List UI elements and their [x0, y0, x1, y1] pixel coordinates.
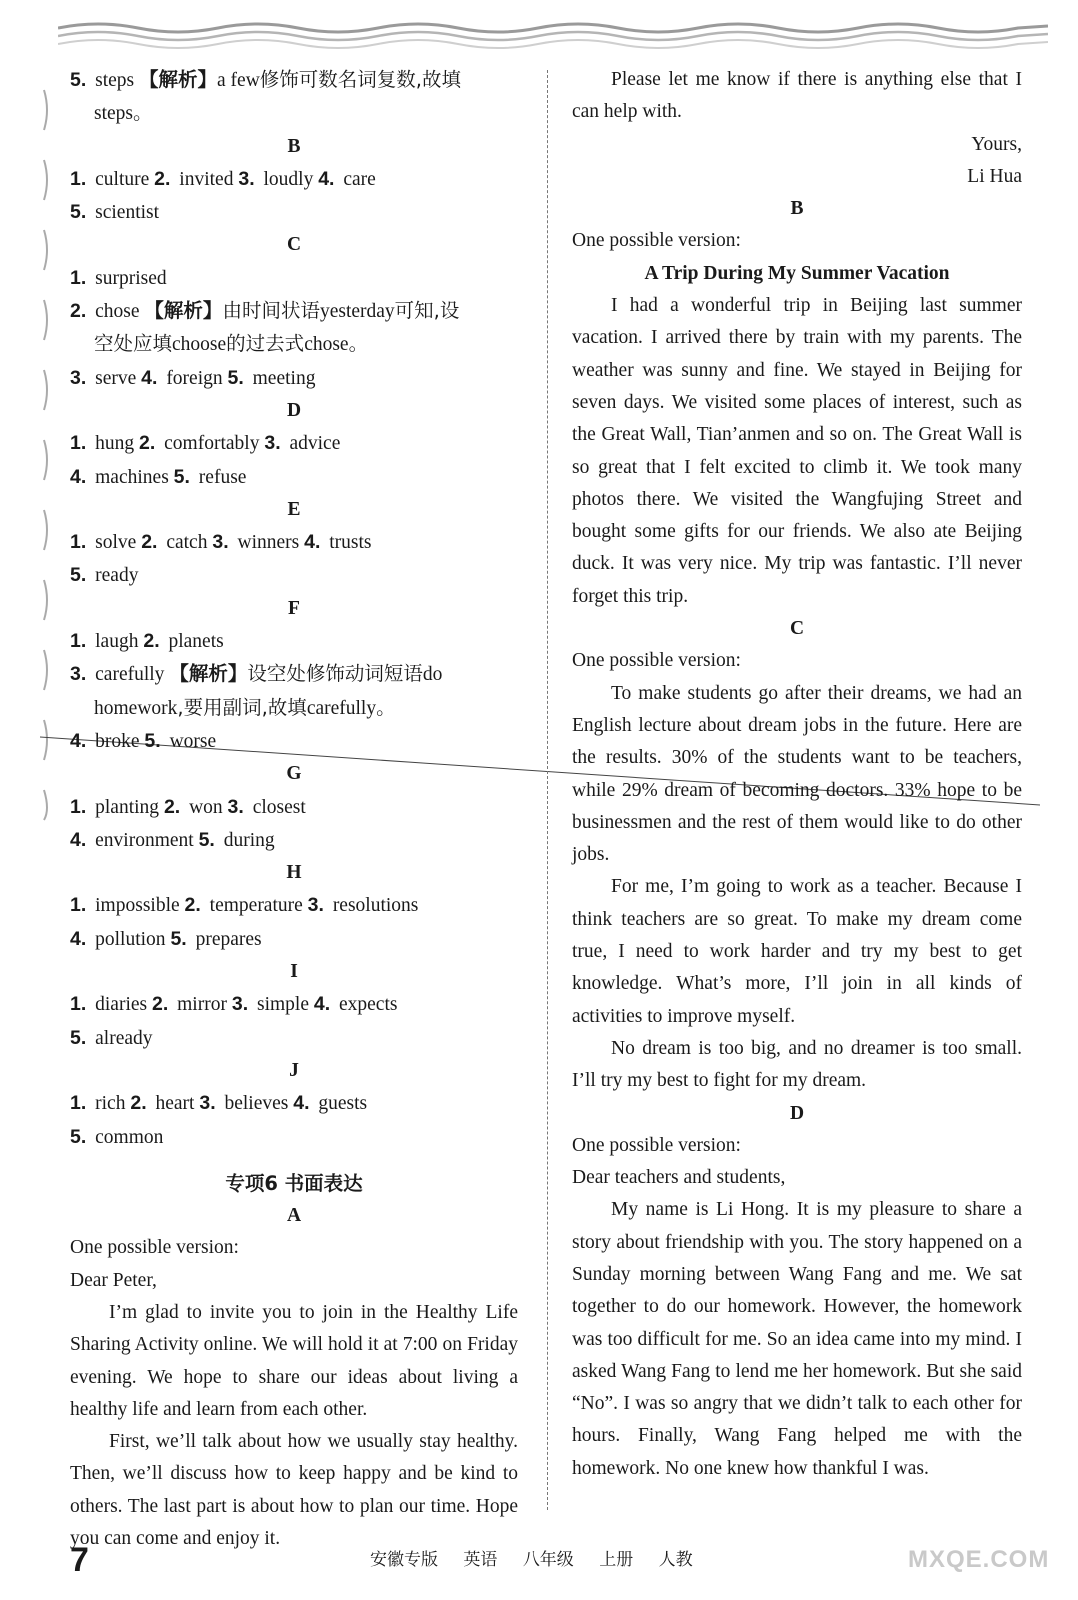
item-number: 5. [198, 828, 215, 851]
answer-text: prepares [190, 928, 262, 950]
item-number: 3. [212, 531, 229, 554]
item-number: 4. [70, 927, 87, 950]
item-number: 3. [70, 366, 87, 389]
answer-line [70, 526, 518, 559]
item-number: 5. [144, 729, 161, 752]
explanation-text: 由时间状语 [222, 299, 320, 323]
answer-line [70, 362, 518, 395]
item-number: 2. [130, 1092, 147, 1115]
answer-text: planets [163, 631, 224, 653]
analysis-tag: 【解析】 [139, 68, 218, 91]
analysis-tag: 【解析】 [169, 662, 248, 686]
item-number: 3. [238, 167, 255, 190]
essay-paragraph: Yours, [971, 133, 1022, 155]
footer-subject: 英语 [463, 1550, 498, 1570]
item-number: 4. [293, 1092, 310, 1115]
item-number: 1. [70, 993, 87, 1016]
answer-text: guests [313, 1093, 368, 1115]
answer-text: won [184, 796, 228, 818]
item-number: 4. [70, 729, 87, 752]
answer-text: trusts [324, 532, 372, 554]
answer-line [70, 328, 518, 361]
explanation-text: 的过去式 [226, 332, 305, 356]
decorative-header-band [58, 18, 1048, 52]
answer-line [70, 625, 518, 658]
watermark: MXQE.COM [908, 1546, 1050, 1573]
essay-paragraph: No dream is too big, and no dreamer is too small. I’ll try my best to fight for my dream. [572, 1037, 1022, 1092]
analysis-tag: 【解析】 [144, 299, 223, 323]
answer-line [70, 1087, 518, 1120]
answer-text: impossible [90, 895, 185, 917]
answer-line [70, 559, 518, 592]
essay-paragraph: I’m glad to invite you to join in the Healthy Life Sharing Activity online. We will hold it at 7:00 on Friday evening. We hope to share our ideas about living a healthy life and learn from each other. [70, 1301, 518, 1420]
right-column [572, 64, 1022, 1485]
answer-text: common [90, 1126, 164, 1148]
column-divider [547, 70, 548, 1510]
answer-text: refuse [193, 466, 247, 488]
answer-text: yesterday [319, 301, 395, 323]
essay-paragraph: One possible version: [572, 1134, 741, 1156]
answer-text: advice [284, 433, 341, 455]
item-number: 4. [141, 366, 158, 389]
answer-text: a few [217, 70, 260, 91]
essay-paragraph: Please let me know if there is anything else that I can help with. [572, 69, 1022, 123]
answer-text: carefully [306, 697, 377, 719]
answer-text: simple [252, 994, 314, 1016]
binding-marks [34, 70, 54, 830]
answer-text: choose [172, 334, 227, 356]
answer-text: diaries [90, 994, 152, 1016]
group-heading: C [286, 234, 302, 256]
item-number: 3. [70, 663, 87, 686]
group-heading: E [287, 498, 301, 520]
group-heading: C [789, 618, 805, 640]
item-number: 1. [70, 1092, 87, 1115]
explanation-text: 空处应填 [94, 332, 173, 356]
answer-text: homework [94, 697, 178, 719]
group-heading: I [290, 961, 298, 983]
answer-text: do [422, 664, 443, 686]
answer-text: ready [90, 565, 139, 587]
explanation-text: 设空处修饰动词短语 [247, 662, 423, 686]
answer-text: chose [90, 301, 145, 323]
answer-text: steps [90, 70, 140, 91]
essay-paragraph: Dear teachers and students, [572, 1167, 786, 1189]
group-heading: B [790, 198, 804, 220]
answer-line [70, 461, 518, 494]
item-number: 5. [70, 69, 87, 91]
answer-text: worse [164, 730, 217, 752]
item-number: 4. [70, 828, 87, 851]
answer-text: winners [232, 532, 305, 554]
essay-paragraph: For me, I’m going to work as a teacher. Because I think teachers are so great. To make my dream come true, I need to work harder and try my best to get knowledge. What’s more, I’ll join in all kinds of activities to improve myself. [572, 876, 1022, 1027]
item-number: 1. [70, 795, 87, 818]
answer-line [70, 196, 518, 229]
answer-line [70, 658, 518, 691]
explanation-text: ,要用副词,故填 [177, 695, 307, 719]
essay-paragraph: One possible version: [572, 650, 741, 672]
group-heading: D [286, 399, 302, 421]
item-number: 5. [227, 366, 244, 389]
answer-line [70, 64, 518, 97]
essay-paragraph: Li Hua [967, 165, 1022, 187]
item-number: 5. [173, 465, 190, 488]
item-number: 1. [70, 894, 87, 917]
answer-text: care [338, 168, 376, 190]
essay-paragraph: My name is Li Hong. It is my pleasure to share a story about friendship with you. The story happened on a Sunday morning between Wang Fang and me. We sat together to do our homework. However, the homework was too difficult for me. So an idea came into my mind. I asked Wang Fang to lend me her homework. But she said “No”. I was so angry that we didn’t talk to each other for hours. Finally, Wang Fang helped me with the homework. No one knew how thankful I was. [572, 1199, 1022, 1479]
answer-text: already [90, 1027, 153, 1049]
footer-edition: 安徽专版 [370, 1550, 438, 1570]
item-number: 4. [318, 167, 335, 190]
essay-paragraph: I had a wonderful trip in Beijing last summer vacation. I arrived there by train with my parents. The weather was sunny and fine. We stayed in Beijing for seven days. We visited some places of interest, such as the Great Wall, Tian’anmen and so on. The Great Wall is so great that I felt excited to climb it. We took many photos there. We visited the Wangfujing Street and bought some gifts for our friends. We also ate Beijing duck. It was very nice. My trip was fantastic. I’ll never forget this trip. [572, 295, 1022, 607]
group-heading: B [287, 135, 301, 157]
essay-list [572, 64, 1022, 1485]
answer-text: machines [90, 466, 174, 488]
item-number: 1. [70, 167, 87, 190]
item-number: 5. [70, 1026, 87, 1049]
item-number: 3. [231, 993, 249, 1016]
item-number: 1. [70, 630, 87, 653]
essay-paragraph: One possible version: [572, 230, 741, 252]
answer-text: mirror [172, 994, 232, 1016]
answer-line [70, 427, 518, 460]
answer-text: chose [304, 334, 349, 356]
answer-text: foreign [161, 367, 228, 389]
answer-text: hung [90, 433, 140, 455]
answer-line [70, 923, 518, 956]
answer-text: solve [90, 532, 142, 554]
answer-text: scientist [90, 202, 160, 224]
item-number: 2. [184, 894, 201, 917]
item-number: 3. [307, 894, 324, 917]
answer-line [70, 1022, 518, 1055]
page-footer [0, 1540, 1078, 1580]
answer-line [70, 262, 518, 295]
answer-text: steps [94, 103, 133, 125]
section-title: 专项6 书面表达 [225, 1171, 363, 1195]
answer-line [70, 988, 518, 1021]
item-number: 2. [139, 432, 156, 455]
answer-text: culture [90, 168, 155, 190]
essay-paragraph: First, we’ll talk about how we usually stay healthy. Then, we’ll discuss how to keep happy and be kind to others. The last part is about how to plan our time. Hope you can come and enjoy it. [70, 1431, 518, 1550]
page-number: 7 [70, 1541, 89, 1579]
answer-line [70, 97, 518, 130]
answer-text: closest [247, 796, 306, 818]
item-number: 3. [199, 1092, 216, 1115]
item-number: 5. [70, 1125, 87, 1148]
group-heading: D [789, 1102, 805, 1124]
answer-text: planting [90, 796, 164, 818]
answer-text: meeting [247, 367, 316, 389]
answer-key-list [70, 64, 518, 1154]
answer-text: surprised [90, 267, 167, 289]
left-column [70, 64, 518, 1555]
item-number: 5. [70, 564, 87, 587]
answer-text: expects [334, 994, 398, 1016]
answer-text: resolutions [327, 895, 419, 917]
answer-text: carefully [90, 664, 170, 686]
answer-line [70, 295, 518, 328]
footer-publisher: 人教 [658, 1550, 693, 1570]
answer-text: laugh [90, 631, 144, 653]
item-number: 4. [70, 465, 87, 488]
item-number: 2. [70, 300, 87, 323]
answer-text: comfortably [159, 433, 265, 455]
item-number: 1. [70, 531, 87, 554]
item-number: 3. [264, 432, 281, 455]
answer-line [70, 692, 518, 725]
item-number: 2. [163, 795, 181, 818]
explanation-text: 。 [133, 101, 153, 125]
answer-line [70, 791, 518, 824]
item-number: 1. [70, 432, 87, 455]
answer-text: invited [174, 168, 239, 190]
answer-line [70, 163, 518, 196]
explanation-text: 。 [376, 695, 396, 719]
item-number: 4. [304, 531, 321, 554]
item-number: 3. [227, 795, 244, 818]
explanation-text: 可知,设 [394, 299, 460, 323]
answer-text: environment [90, 829, 199, 851]
answer-line [70, 725, 518, 758]
answer-line [70, 1121, 518, 1154]
item-number: 2. [152, 993, 169, 1016]
answer-text: pollution [90, 928, 171, 950]
item-number: 2. [154, 167, 171, 190]
essay-title: A Trip During My Summer Vacation [644, 262, 950, 284]
answer-text: catch [161, 532, 213, 554]
group-heading: G [286, 763, 302, 785]
footer-volume: 上册 [599, 1550, 634, 1570]
answer-text: loudly [258, 168, 319, 190]
answer-text: temperature [204, 895, 308, 917]
explanation-text: 修饰可数名词复数,故填 [259, 68, 461, 91]
item-number: 1. [70, 266, 87, 289]
answer-text: heart [150, 1093, 200, 1115]
essay-a [70, 1232, 518, 1555]
group-heading: H [286, 862, 302, 884]
essay-paragraph: One possible version: [70, 1237, 239, 1259]
answer-text: rich [90, 1093, 131, 1115]
item-number: 5. [70, 201, 87, 224]
explanation-text: 。 [348, 332, 369, 356]
answer-text: believes [219, 1093, 294, 1115]
answer-text: during [218, 829, 275, 851]
group-heading: J [289, 1059, 299, 1081]
answer-line [70, 824, 518, 857]
essay-paragraph: Dear Peter, [70, 1269, 157, 1291]
item-number: 2. [143, 630, 160, 653]
footer-info [370, 1540, 713, 1580]
item-number: 4. [313, 993, 331, 1016]
answer-line [70, 889, 518, 922]
group-heading: F [288, 597, 300, 619]
essay-paragraph: To make students go after their dreams, we had an English lecture about dream jobs in the future. Here are the results. 30% of the students want to be teachers, while 29% dream of becoming doctors. 33% hope to be businessmen and the rest of them would like to do other jobs. [572, 682, 1022, 866]
answer-text: broke [90, 730, 145, 752]
item-number: 5. [170, 927, 187, 950]
essay-heading: A [286, 1205, 302, 1227]
footer-grade: 八年级 [522, 1550, 574, 1570]
item-number: 2. [141, 531, 158, 554]
answer-text: serve [90, 367, 142, 389]
